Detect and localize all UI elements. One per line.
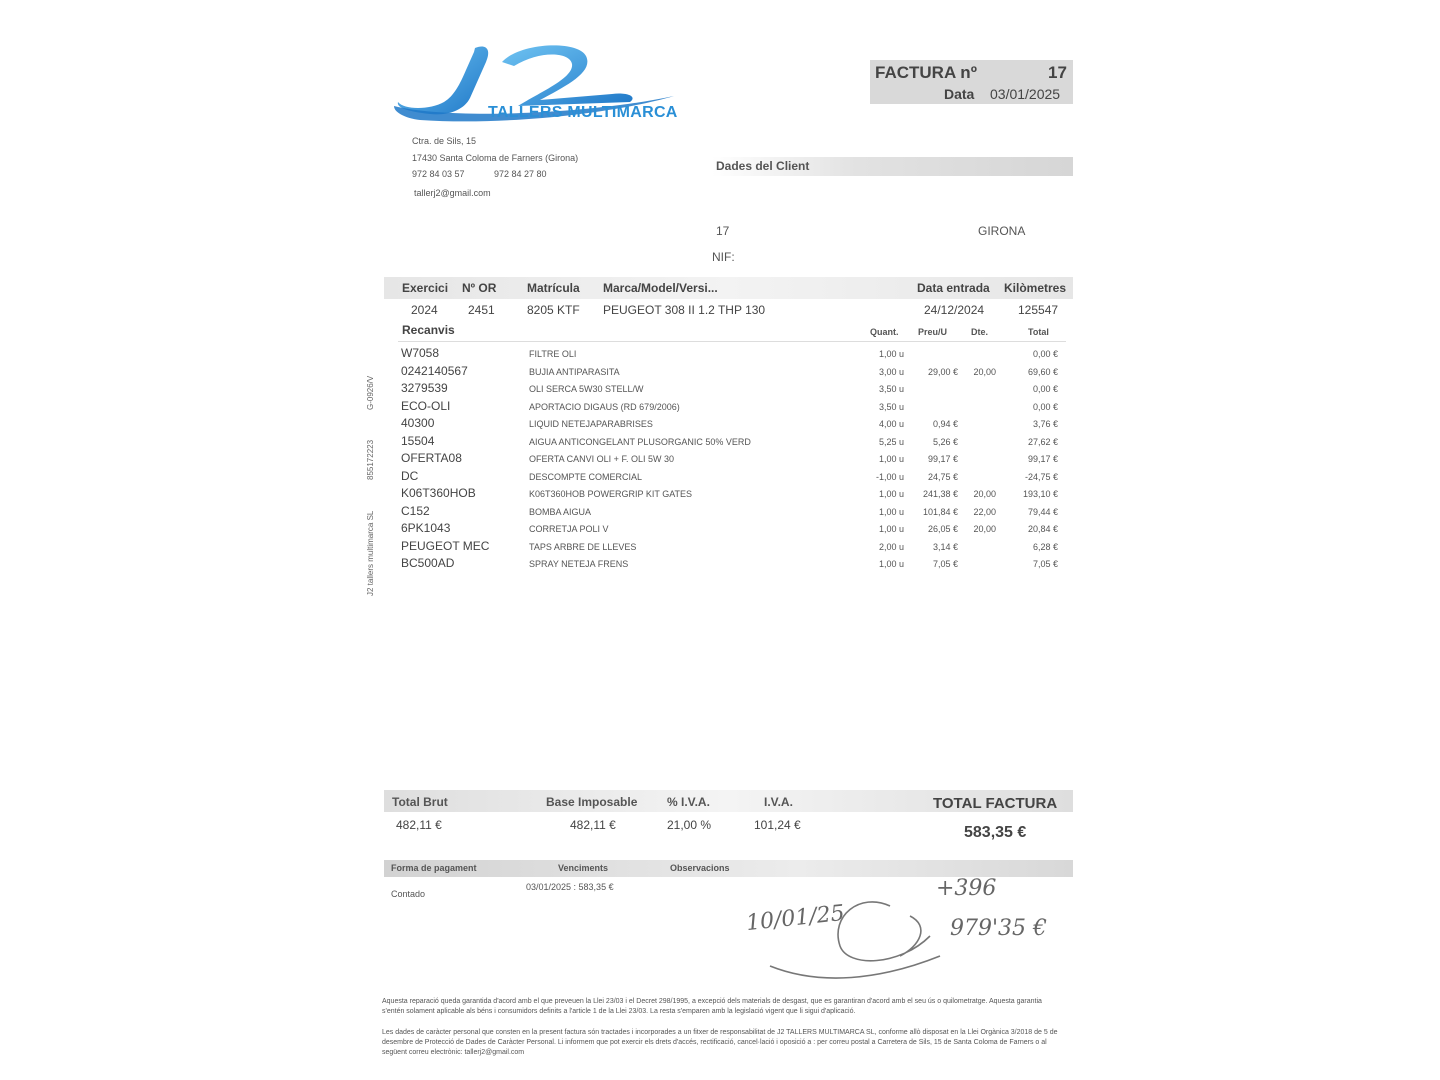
- totals-pct-label: % I.V.A.: [667, 795, 710, 809]
- part-code: 0242140567: [401, 363, 468, 378]
- totals-base: 482,11 €: [570, 818, 616, 832]
- part-total: 3,76 €: [1032, 419, 1058, 429]
- company-phone-2: 972 84 27 80: [494, 169, 547, 179]
- totals-iva-label: I.V.A.: [764, 795, 793, 809]
- part-total: 193,10 €: [1022, 489, 1058, 499]
- part-description: AIGUA ANTICONGELANT PLUSORGANIC 50% VERD: [529, 436, 751, 447]
- parts-header-rule: [398, 341, 1066, 342]
- part-code: W7058: [401, 346, 440, 360]
- part-code: 40300: [401, 416, 435, 430]
- part-total: 0,00 €: [1032, 349, 1058, 359]
- logo-text: TALLERS MULTIMARCA: [488, 104, 678, 121]
- part-quantity: 5,25 u: [878, 436, 904, 447]
- vehicle-model: PEUGEOT 308 II 1.2 THP 130: [603, 303, 766, 317]
- part-description: BOMBA AIGUA: [529, 506, 592, 517]
- hdr-or: Nº OR: [462, 281, 497, 295]
- totals-total-label: TOTAL FACTURA: [933, 795, 1058, 812]
- part-quantity: 1,00 u: [878, 349, 904, 359]
- part-description: FILTRE OLI: [529, 349, 577, 359]
- hdr-model: Marca/Model/Versi...: [603, 281, 718, 295]
- totals-base-label: Base Imposable: [546, 795, 638, 809]
- part-description: LIQUID NETEJAPARABRISES: [529, 419, 653, 429]
- part-code: BC500AD: [401, 556, 455, 570]
- part-description: APORTACIO DIGAUS (RD 679/2006): [529, 401, 680, 412]
- handwritten-note: +396: [936, 876, 997, 901]
- handwritten-date: 10/01/25: [744, 900, 846, 937]
- payment-venc-label: Venciments: [558, 863, 609, 873]
- part-quantity: 1,00 u: [878, 454, 904, 464]
- payment-form: Contado: [391, 889, 426, 899]
- part-code: 15504: [401, 433, 435, 448]
- hdr-km: Kilòmetres: [1004, 281, 1067, 295]
- part-total: 7,05 €: [1032, 559, 1058, 569]
- handwritten-amount: 979'35 €: [950, 916, 1048, 941]
- part-unit-price: 5,26 €: [932, 436, 958, 447]
- part-quantity: -1,00 u: [875, 471, 904, 482]
- legal-warranty: Aquesta reparació queda garantida d'acord amb el que preveuen la Llei 23/03 i el Decret 298/1995, a excepció dels materials de desgast, que es garantiran d'acord amb el seu ús o quilometratge. Aquesta garantia s'entén solament aplicable als béns i consumidors definits a l'article 1 de la Llei 23/03. La resta s'emparen amb la legislació vigent que li sigui d'aplicació.: [382, 998, 1042, 1015]
- invoice-date: 03/01/2025: [990, 86, 1061, 102]
- part-quantity: 2,00 u: [878, 541, 904, 552]
- col-price: Preu/U: [918, 327, 948, 337]
- invoice-number: 17: [1048, 63, 1067, 82]
- part-total: 0,00 €: [1032, 401, 1058, 412]
- part-description: SPRAY NETEJA FRENS: [529, 559, 629, 569]
- part-quantity: 3,50 u: [878, 384, 904, 394]
- part-code: K06T360HOB: [401, 486, 476, 500]
- hdr-exercici: Exercici: [402, 281, 449, 295]
- totals-brut: 482,11 €: [396, 818, 442, 832]
- part-total: 69,60 €: [1027, 366, 1058, 377]
- part-total: 79,44 €: [1027, 506, 1058, 517]
- part-discount: 20,00: [973, 366, 996, 377]
- invoice-title: FACTURA nº: [875, 63, 977, 82]
- part-unit-price: 29,00 €: [927, 366, 958, 377]
- part-quantity: 1,00 u: [878, 559, 904, 569]
- part-code: 6PK1043: [401, 521, 451, 535]
- totals-pct: 21,00 %: [667, 818, 712, 832]
- company-address-2: 17430 Santa Coloma de Farners (Girona): [412, 153, 579, 163]
- part-unit-price: 99,17 €: [927, 454, 958, 464]
- part-code: OFERTA08: [401, 451, 462, 465]
- part-total: 6,28 €: [1032, 541, 1058, 552]
- part-quantity: 1,00 u: [878, 489, 904, 499]
- client-postal: 17: [716, 224, 730, 238]
- handwritten-signature: [760, 896, 960, 986]
- col-quant: Quant.: [870, 327, 899, 337]
- part-unit-price: 101,84 €: [922, 506, 958, 517]
- legal-privacy: Les dades de caràcter personal que consten en la present factura són tractades i incorporades a un fitxer de responsabilitat de J2 TALLERS MULTIMARCA SL, conforme allò disposat en la Llei Orgànica 3/2018 de 5 de desembre de Protecció de Dades de Caràcter Personal. Li informem que pot exercir els drets d'accés, rectificació, cancel·lació i oposició a : per correu postal a Carretera de Sils, 15 de Santa Coloma de Farners o al següent correu electrònic: tallerj2@gmail.com: [382, 1029, 1058, 1056]
- part-quantity: 1,00 u: [878, 524, 904, 534]
- vehicle-km: 125547: [1018, 303, 1059, 317]
- part-total: 0,00 €: [1032, 384, 1058, 394]
- client-label: Dades del Client: [716, 159, 810, 173]
- invoice-date-label: Data: [944, 86, 975, 102]
- part-unit-price: 24,75 €: [927, 471, 958, 482]
- vehicle-or: 2451: [468, 303, 495, 317]
- client-city: GIRONA: [978, 224, 1026, 238]
- part-quantity: 3,00 u: [878, 366, 904, 377]
- side-text-reg: G-0926/V: [366, 375, 375, 410]
- col-disc: Dte.: [971, 327, 989, 337]
- part-code: C152: [401, 503, 430, 518]
- hdr-matricula: Matrícula: [527, 281, 580, 295]
- part-discount: 22,00: [973, 506, 996, 517]
- part-description: OFERTA CANVI OLI + F. OLI 5W 30: [529, 454, 674, 464]
- totals-iva: 101,24 €: [754, 818, 801, 832]
- part-quantity: 4,00 u: [878, 419, 904, 429]
- parts-title: Recanvis: [402, 323, 455, 337]
- col-total: Total: [1028, 327, 1049, 337]
- part-description: BUJIA ANTIPARASITA: [529, 366, 620, 377]
- part-description: OLI SERCA 5W30 STELL/W: [529, 384, 644, 394]
- part-quantity: 1,00 u: [878, 506, 904, 517]
- part-description: CORRETJA POLI V: [529, 524, 609, 534]
- payment-venc: 03/01/2025 : 583,35 €: [526, 882, 614, 892]
- part-total: 20,84 €: [1027, 524, 1058, 534]
- part-unit-price: 3,14 €: [932, 541, 958, 552]
- part-total: 27,62 €: [1027, 436, 1058, 447]
- vehicle-exercici: 2024: [411, 303, 438, 317]
- part-description: DESCOMPTE COMERCIAL: [529, 471, 643, 482]
- vehicle-entry-date: 24/12/2024: [924, 303, 985, 317]
- client-nif-label: NIF:: [712, 250, 735, 264]
- part-unit-price: 26,05 €: [927, 524, 958, 534]
- part-code: 3279539: [401, 381, 448, 395]
- hdr-entry-date: Data entrada: [917, 281, 990, 295]
- company-address-1: Ctra. de Sils, 15: [412, 136, 477, 146]
- part-code: ECO-OLI: [401, 398, 451, 413]
- company-email: tallerj2@gmail.com: [414, 188, 491, 198]
- totals-total: 583,35 €: [964, 824, 1027, 841]
- part-unit-price: 241,38 €: [922, 489, 958, 499]
- payment-form-label: Forma de pagament: [391, 863, 477, 873]
- company-phone-1: 972 84 03 57: [412, 169, 465, 179]
- part-total: -24,75 €: [1024, 471, 1058, 482]
- part-description: TAPS ARBRE DE LLEVES: [529, 541, 637, 552]
- vehicle-plate: 8205 KTF: [527, 303, 580, 317]
- part-unit-price: 7,05 €: [932, 559, 958, 569]
- part-unit-price: 0,94 €: [932, 419, 958, 429]
- part-discount: 20,00: [973, 524, 996, 534]
- part-discount: 20,00: [973, 489, 996, 499]
- part-code: DC: [401, 468, 419, 483]
- part-quantity: 3,50 u: [878, 401, 904, 412]
- part-total: 99,17 €: [1027, 454, 1058, 464]
- totals-brut-label: Total Brut: [392, 795, 448, 809]
- side-text-id: 855172223: [366, 439, 375, 480]
- part-code: PEUGEOT MEC: [401, 538, 490, 553]
- payment-obs-label: Observacions: [670, 863, 730, 873]
- side-text-company: J2 tallers multimarca SL: [366, 510, 375, 596]
- part-description: K06T360HOB POWERGRIP KIT GATES: [529, 489, 693, 499]
